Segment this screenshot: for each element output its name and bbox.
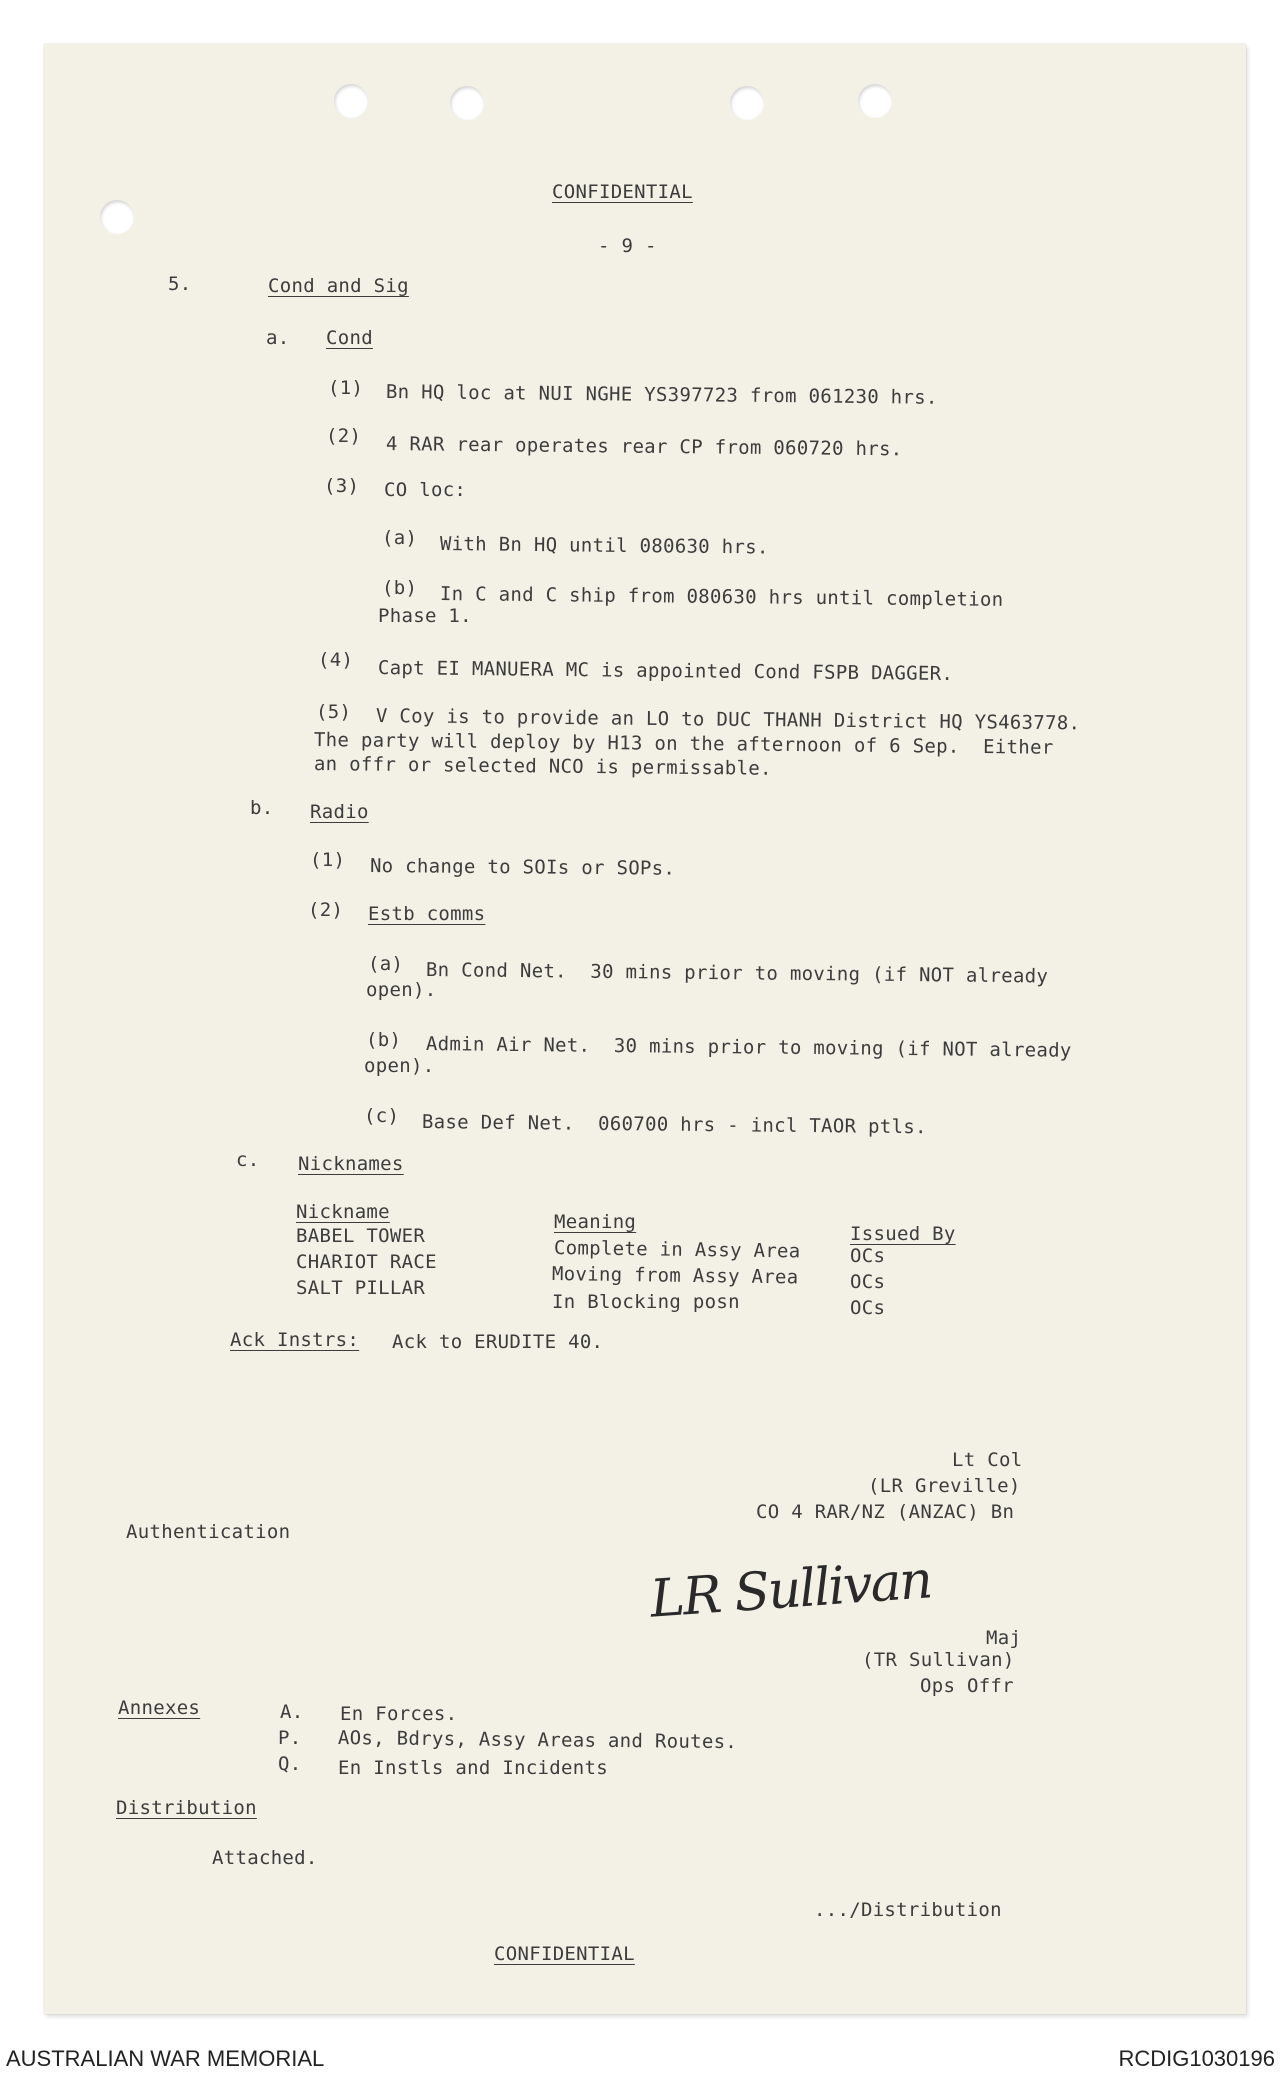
item-number: (3) <box>324 475 360 497</box>
section-title: Cond and Sig <box>268 275 409 297</box>
item-text: No change to SOIs or SOPs. <box>369 855 676 880</box>
table-cell: OCs <box>850 1245 886 1267</box>
authentication-label: Authentication <box>126 1521 291 1543</box>
subsection-title: Nicknames <box>298 1153 404 1175</box>
table-cell: Complete in Assy Area <box>553 1237 801 1263</box>
table-header: Meaning <box>554 1211 637 1233</box>
item-text: Bn HQ loc at NUI NGHE YS397723 from 061230 hrs. <box>385 381 938 409</box>
item-number: (2) <box>308 899 344 921</box>
table-header: Nickname <box>296 1201 390 1223</box>
archive-source: AUSTRALIAN WAR MEMORIAL <box>6 2046 325 2071</box>
subitem-number: (b) <box>366 1029 402 1051</box>
punch-hole <box>334 84 368 118</box>
punch-hole <box>100 200 134 234</box>
subitem-number: (c) <box>364 1105 400 1127</box>
item-number: (2) <box>326 425 362 447</box>
subitem-number: (a) <box>382 527 418 549</box>
distribution-label: Distribution <box>116 1797 257 1819</box>
subitem-number: (b) <box>382 577 418 599</box>
subsection-letter: c. <box>236 1149 260 1171</box>
table-cell: OCs <box>850 1297 886 1319</box>
table-cell: OCs <box>850 1271 886 1293</box>
document-page <box>44 44 1246 2014</box>
subsection-letter: a. <box>266 327 290 349</box>
table-cell: BABEL TOWER <box>296 1225 426 1247</box>
subsection-title: Radio <box>310 801 369 823</box>
subitem-number: (a) <box>368 953 404 975</box>
item-number: (4) <box>318 649 354 671</box>
item-number: (1) <box>328 377 364 399</box>
annex-letter: Q. <box>278 1753 302 1775</box>
item-text: V Coy is to provide an LO to DUC THANH District HQ YS463778. <box>375 705 1081 735</box>
classification-footer: CONFIDENTIAL <box>494 1943 635 1965</box>
item-text-continued: an offr or selected NCO is permissable. <box>313 753 772 780</box>
table-header: Issued By <box>850 1223 956 1245</box>
distribution-text: Attached. <box>212 1847 318 1869</box>
annex-letter: A. <box>280 1701 304 1723</box>
classification-header: CONFIDENTIAL <box>552 181 693 203</box>
annex-text: En Forces. <box>340 1703 458 1725</box>
subsection-letter: b. <box>250 797 274 819</box>
ack-text: Ack to ERUDITE 40. <box>392 1331 604 1353</box>
table-cell: SALT PILLAR <box>296 1277 426 1299</box>
item-text: CO loc: <box>384 479 467 501</box>
subsection-title: Cond <box>326 327 373 349</box>
item-text: Base Def Net. 060700 hrs - incl TAOR ptls. <box>421 1111 927 1139</box>
annex-letter: P. <box>278 1727 302 1749</box>
commander-appointment: CO 4 RAR/NZ (ANZAC) Bn <box>756 1501 1015 1523</box>
item-text: 4 RAR rear operates rear CP from 060720 hrs. <box>385 433 903 461</box>
item-text: Admin Air Net. 30 mins prior to moving (if NOT already <box>425 1033 1072 1062</box>
item-text-continued: Phase 1. <box>378 605 472 627</box>
punch-hole <box>730 86 764 120</box>
page-number: - 9 - <box>598 235 657 257</box>
commander-rank: Lt Col <box>952 1449 1023 1471</box>
continuation-note: .../Distribution <box>814 1899 1002 1921</box>
authenticator-appointment: Ops Offr <box>920 1675 1014 1697</box>
item-number: (1) <box>310 849 346 871</box>
item-number: (5) <box>316 701 352 723</box>
item-text: In C and C ship from 080630 hrs until completion <box>439 583 1004 611</box>
archive-id: RCDIG1030196 <box>1118 2046 1275 2071</box>
item-text: Estb comms <box>368 903 486 925</box>
table-cell: Moving from Assy Area <box>551 1263 799 1289</box>
authenticator-name: (TR Sullivan) <box>862 1649 1015 1671</box>
commander-name: (LR Greville) <box>868 1475 1021 1497</box>
table-cell: CHARIOT RACE <box>296 1251 437 1273</box>
section-number: 5. <box>168 273 192 295</box>
authenticator-rank: Maj <box>986 1627 1022 1649</box>
item-text: Capt EI MANUERA MC is appointed Cond FSPB DAGGER. <box>377 657 954 686</box>
item-text: With Bn HQ until 080630 hrs. <box>439 533 769 559</box>
punch-hole <box>450 86 484 120</box>
item-text-continued: open). <box>364 1055 435 1077</box>
handwritten-signature: LR Sullivan <box>648 1550 933 1630</box>
item-text-continued: open). <box>366 979 437 1001</box>
ack-label: Ack Instrs: <box>230 1329 360 1351</box>
table-cell: In Blocking posn <box>552 1291 740 1313</box>
punch-hole <box>858 84 892 118</box>
annex-text: En Instls and Incidents <box>338 1757 608 1779</box>
annex-text: AOs, Bdrys, Assy Areas and Routes. <box>337 1727 738 1754</box>
annexes-label: Annexes <box>118 1697 201 1719</box>
item-text-continued: The party will deploy by H13 on the afternoon of 6 Sep. Either <box>313 729 1054 759</box>
item-text: Bn Cond Net. 30 mins prior to moving (if NOT already <box>425 959 1049 988</box>
